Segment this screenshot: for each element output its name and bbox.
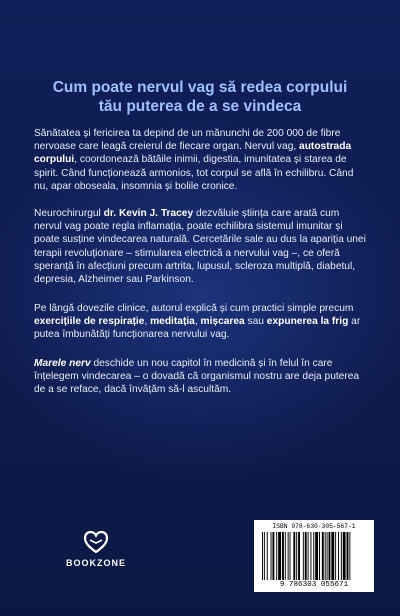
barcode-bar (293, 532, 295, 580)
barcode-bar (319, 532, 320, 580)
barcode-bar (285, 532, 286, 580)
author-name: dr. Kevin J. Tracey (103, 208, 194, 219)
barcode-bar (305, 532, 307, 580)
book-title-italic: Marele nerv (34, 358, 91, 369)
bold-phrase: meditația (150, 316, 195, 328)
barcode-bar (298, 532, 300, 580)
barcode-bar (267, 532, 268, 580)
description-paragraph-2 (34, 207, 368, 286)
barcode-bar (341, 532, 342, 580)
isbn-label: ISBN 978-630-305-567-1 (272, 523, 356, 530)
heart-book-logo-icon (83, 530, 109, 554)
barcode-bar (271, 532, 272, 580)
barcode-bar (310, 532, 311, 580)
description-paragraph-3 (34, 302, 368, 342)
text: sau (244, 316, 267, 328)
barcode-digits: 9 786303 055671 (279, 581, 349, 589)
barcode-bar (276, 532, 277, 580)
barcode-bar (264, 532, 265, 580)
barcode-bar (290, 532, 291, 580)
barcode-bar (303, 532, 304, 580)
text: ar putea îmbunătăți funcționarea nervului vag. (34, 316, 361, 341)
publisher-name: BOOKZONE (66, 558, 127, 568)
text: , (144, 316, 151, 328)
barcode-bar (327, 532, 328, 580)
description-paragraph-4 (34, 357, 368, 397)
bold-phrase: mișcarea (200, 316, 245, 328)
cover-title: Cum poate nervul vag să redea corpului tău puterea de a se vindeca (52, 79, 348, 115)
text: deschide un nou capitol în medicină și în felul în care înțelegem vindecarea – o dovadă că organismul nostru are deja puterea de a se reface, dacă învățăm să-l ascultăm. (34, 358, 360, 396)
barcode-bar (262, 532, 263, 580)
barcode-bar (338, 532, 339, 580)
bold-phrase: autostrada corpului (34, 141, 352, 166)
text: Neurochirurgul (34, 208, 104, 219)
barcode-bar (282, 532, 284, 580)
barcode-bar (315, 532, 318, 580)
barcode-bar (296, 532, 297, 580)
text: , (194, 316, 201, 328)
barcode-bar (335, 532, 336, 580)
text: , coordonează bătăile inimii, digestia, imunitatea și starea de spirit. Când funcționează armonios, tot corpul se află în echilibru. Când nu, apar oboseala, insomnia și bolile cronice. (34, 154, 354, 192)
barcode-bar (272, 532, 274, 580)
publisher-logo (66, 530, 126, 568)
barcode-bar (325, 532, 326, 580)
bold-phrase: exercițiile de respirație (34, 316, 145, 328)
barcode-bar (343, 532, 346, 580)
barcode-bar (308, 532, 309, 580)
description-paragraph-1 (34, 127, 368, 193)
text: dezvăluie știința care arată cum nervul vag poate regla inflamația, poate echilibra sistemul imunitar și poate susține vindecarea naturală. Cercetările sale au dus la apariția unei terapii revoluționare – stimularea electrică a nervului vag –, ce oferă speranță în afecțiuni precum artrita, lupusul, scleroza multiplă, diabetul, depresia, Alzheimer sau Parkinson. (34, 208, 366, 286)
barcode-bar (331, 532, 334, 580)
barcode-bar (288, 532, 289, 580)
barcode-bar (349, 532, 350, 580)
barcode-bar (329, 532, 331, 580)
barcode-bar (313, 532, 314, 580)
bold-phrase: expunerea la frig (266, 316, 349, 328)
text: Sănătatea și fericirea ta depind de un mănunchi de 200 000 de fibre nervoase care leagă creierul de fiecare organ. Nervul vag, (34, 128, 341, 153)
barcode-bar (322, 532, 324, 580)
barcode-bar (278, 532, 281, 580)
text: Pe lângă dovezile clinice, autorul explică și cum practici simple precum (34, 303, 354, 314)
barcode-bars (262, 532, 366, 580)
isbn-barcode (254, 520, 374, 592)
barcode-bar (347, 532, 349, 580)
